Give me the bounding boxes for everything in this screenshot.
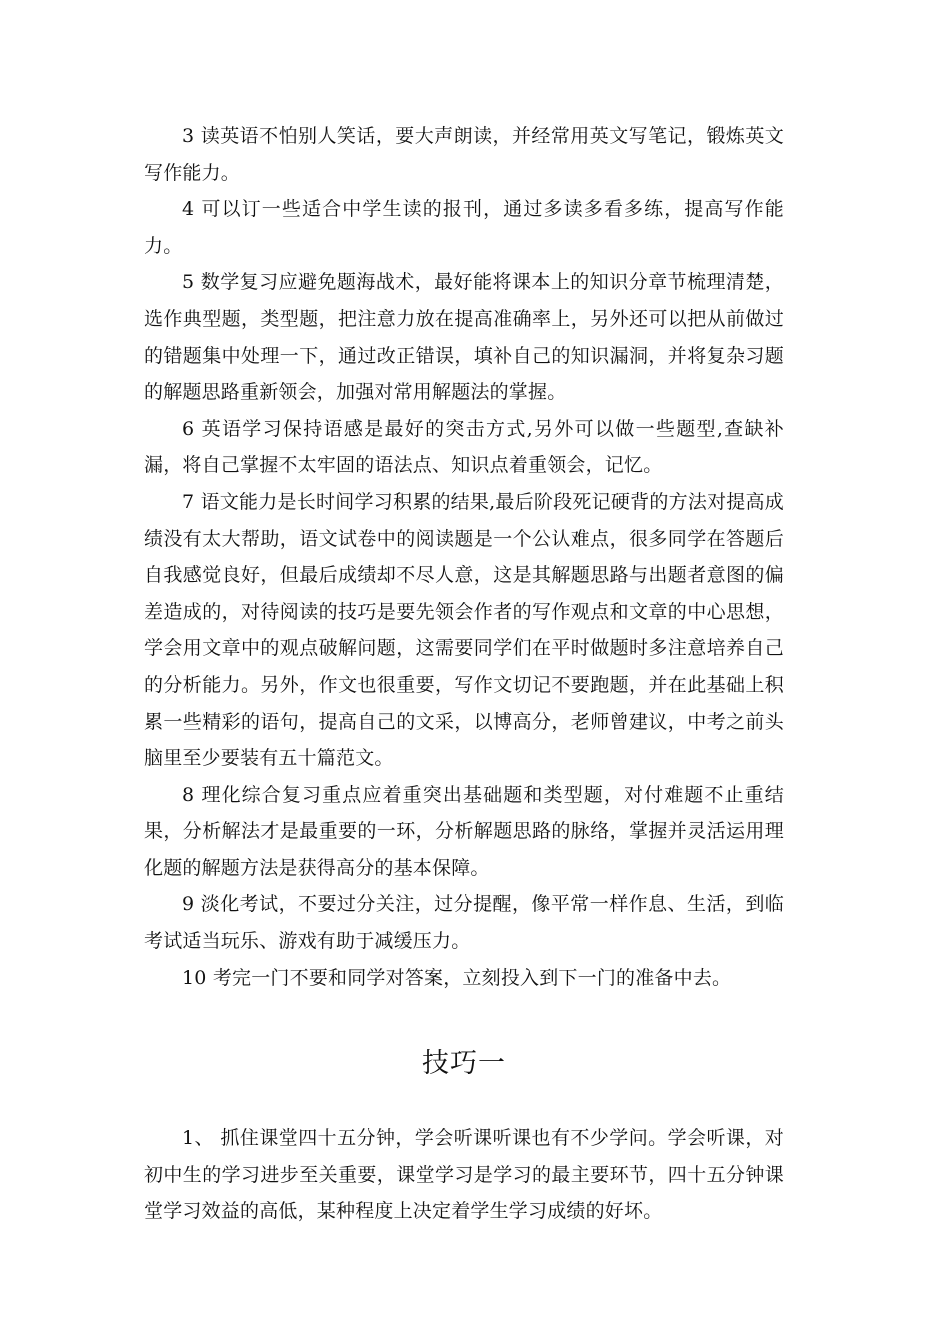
paragraph-4: 4 可以订一些适合中学生读的报刊，通过多读多看多练，提高写作能力。 bbox=[144, 198, 784, 257]
paragraph-9: 9 淡化考试，不要过分关注，过分提醒，像平常一样作息、生活，到临考试适当玩乐、游戏有助于减缓压力。 bbox=[144, 893, 784, 953]
paragraph-7: 7 语文能力是长时间学习积累的结果,最后阶段死记硬背的方法对提高成绩没有太大帮助，语文试卷中的阅读题是一个公认难点，很多同学在答题后自我感觉良好，但最后成绩却不尽人意，这是其解题思路与出题者意图的偏差造成的，对待阅读的技巧是要先领会作者的写作观点和文章的中心思想，学会用文章中的观点破解问题，这需要同学们在平时做题时多注意培养自己的分析能力。另外，作文也很重要，写作文切记不要跑题，并在此基础上积累一些精彩的语句，提高自己的文采，以博高分，老师曾建议，中考之前头脑里至少要装有五十篇范文。 bbox=[144, 490, 784, 770]
paragraph-tip-1: 1、 抓住课堂四十五分钟，学会听课听课也有不少学问。学会听课，对初中生的学习进步至关重要，课堂学习是学习的最主要环节，四十五分钟课堂学习效益的高低，某种程度上决定着学生学习成绩的好坏。 bbox=[144, 1127, 784, 1223]
paragraph-3: 3 读英语不怕别人笑话，要大声朗读，并经常用英文写笔记，锻炼英文写作能力。 bbox=[144, 125, 784, 184]
document-page bbox=[144, 118, 784, 1230]
section-title: 技巧一 bbox=[422, 1048, 506, 1080]
paragraph-5: 5 数学复习应避免题海战术，最好能将课本上的知识分章节梳理清楚，选作典型题，类型题，把注意力放在提高准确率上，另外还可以把从前做过的错题集中处理一下，通过改正错误，填补自己的知识漏洞，并将复杂习题的解题思路重新领会，加强对常用解题法的掌握。 bbox=[144, 271, 784, 404]
paragraph-8: 8 理化综合复习重点应着重突出基础题和类型题，对付难题不止重结果，分析解法才是最重要的一环，分析解题思路的脉络，掌握并灵活运用理化题的解题方法是获得高分的基本保障。 bbox=[144, 783, 784, 879]
paragraph-6: 6 英语学习保持语感是最好的突击方式,另外可以做一些题型,查缺补漏，将自己掌握不太牢固的语法点、知识点着重领会，记忆。 bbox=[144, 417, 784, 477]
paragraph-10: 10 考完一门不要和同学对答案，立刻投入到下一门的准备中去。 bbox=[182, 966, 732, 989]
